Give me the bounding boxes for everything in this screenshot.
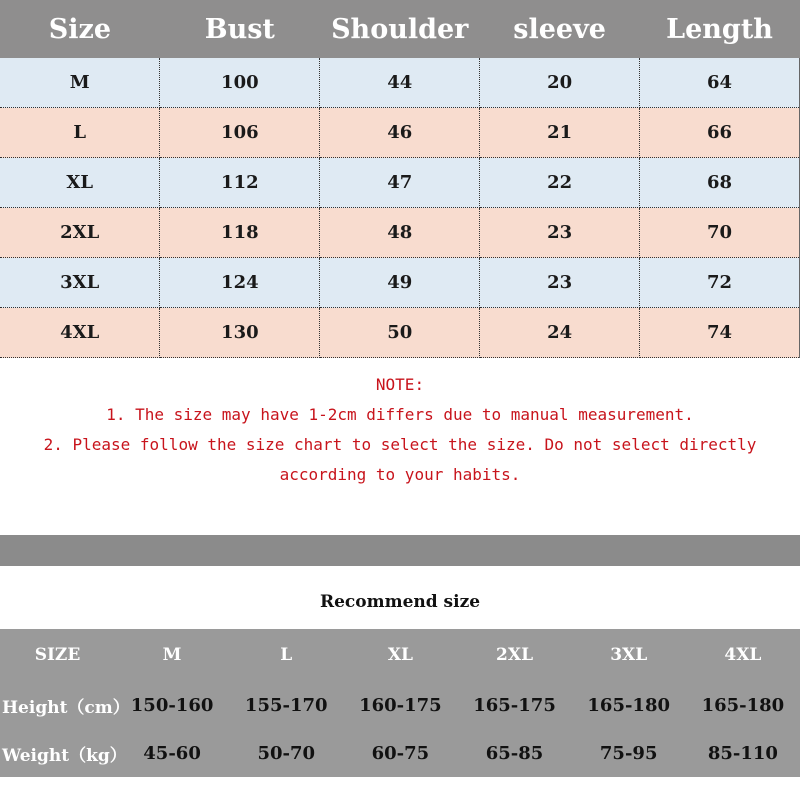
recommend-table bbox=[0, 629, 800, 777]
cell-shoulder: 49 bbox=[320, 258, 480, 308]
height-3xl: 165-180 bbox=[587, 694, 671, 716]
weight-l: 50-70 bbox=[257, 742, 316, 764]
note-title: NOTE: bbox=[375, 375, 425, 394]
height-label: Height（cm） bbox=[2, 697, 130, 718]
recommend-header-l: L bbox=[280, 645, 293, 665]
weight-4xl: 85-110 bbox=[707, 742, 778, 764]
cell-length: 66 bbox=[640, 108, 800, 158]
cell-size: M bbox=[0, 58, 160, 108]
header-bust: Bust bbox=[160, 0, 320, 58]
weight-m: 45-60 bbox=[143, 742, 201, 764]
cell-sleeve: 23 bbox=[480, 208, 640, 258]
cell-size: L bbox=[0, 108, 160, 158]
cell-shoulder: 46 bbox=[320, 108, 480, 158]
recommend-header-row bbox=[0, 629, 800, 681]
weight-xl: 60-75 bbox=[371, 742, 430, 764]
recommend-row-weight bbox=[0, 729, 800, 777]
recommend-title: Recommend size bbox=[319, 592, 481, 612]
height-2xl: 165-175 bbox=[473, 694, 556, 716]
cell-sleeve: 24 bbox=[480, 308, 640, 358]
header-shoulder: Shoulder bbox=[320, 0, 480, 58]
recommend-header-xl: XL bbox=[387, 645, 413, 665]
weight-2xl: 65-85 bbox=[485, 742, 544, 764]
table-row bbox=[0, 208, 800, 258]
cell-bust: 118 bbox=[160, 208, 320, 258]
weight-label: Weight（kg） bbox=[2, 745, 127, 766]
divider-band bbox=[0, 535, 800, 566]
cell-length: 70 bbox=[640, 208, 800, 258]
cell-sleeve: 23 bbox=[480, 258, 640, 308]
size-chart-table bbox=[0, 0, 800, 358]
note-line-3: according to your habits. bbox=[279, 465, 521, 484]
cell-shoulder: 48 bbox=[320, 208, 480, 258]
recommend-header-size: SIZE bbox=[34, 645, 81, 665]
note-line-2: 2. Please follow the size chart to select the size. Do not select directly bbox=[43, 435, 757, 454]
table-row bbox=[0, 308, 800, 358]
cell-sleeve: 22 bbox=[480, 158, 640, 208]
height-4xl: 165-180 bbox=[701, 694, 785, 716]
header-size: Size bbox=[0, 0, 160, 58]
cell-bust: 124 bbox=[160, 258, 320, 308]
cell-bust: 112 bbox=[160, 158, 320, 208]
size-chart-header-row bbox=[0, 0, 800, 58]
recommend-header-m: M bbox=[162, 645, 182, 665]
table-row bbox=[0, 258, 800, 308]
header-sleeve: sleeve bbox=[480, 0, 640, 58]
cell-bust: 106 bbox=[160, 108, 320, 158]
note-line-1: 1. The size may have 1-2cm differs due to manual measurement. bbox=[106, 405, 694, 424]
recommend-header-3xl: 3XL bbox=[610, 645, 648, 665]
cell-shoulder: 47 bbox=[320, 158, 480, 208]
height-m: 150-160 bbox=[130, 694, 214, 716]
note-block bbox=[0, 370, 800, 490]
header-length: Length bbox=[640, 0, 800, 58]
cell-size: 3XL bbox=[0, 258, 160, 308]
recommend-row-height bbox=[0, 681, 800, 729]
cell-sleeve: 21 bbox=[480, 108, 640, 158]
cell-size: 2XL bbox=[0, 208, 160, 258]
cell-length: 64 bbox=[640, 58, 800, 108]
cell-shoulder: 50 bbox=[320, 308, 480, 358]
cell-length: 68 bbox=[640, 158, 800, 208]
weight-3xl: 75-95 bbox=[599, 742, 658, 764]
table-row bbox=[0, 108, 800, 158]
cell-size: 4XL bbox=[0, 308, 160, 358]
table-row bbox=[0, 158, 800, 208]
cell-sleeve: 20 bbox=[480, 58, 640, 108]
cell-shoulder: 44 bbox=[320, 58, 480, 108]
cell-bust: 100 bbox=[160, 58, 320, 108]
cell-length: 72 bbox=[640, 258, 800, 308]
cell-size: XL bbox=[0, 158, 160, 208]
table-row bbox=[0, 58, 800, 108]
cell-length: 74 bbox=[640, 308, 800, 358]
cell-bust: 130 bbox=[160, 308, 320, 358]
height-l: 155-170 bbox=[244, 694, 328, 716]
height-xl: 160-175 bbox=[359, 694, 442, 716]
recommend-header-2xl: 2XL bbox=[496, 645, 534, 665]
recommend-header-4xl: 4XL bbox=[724, 645, 762, 665]
